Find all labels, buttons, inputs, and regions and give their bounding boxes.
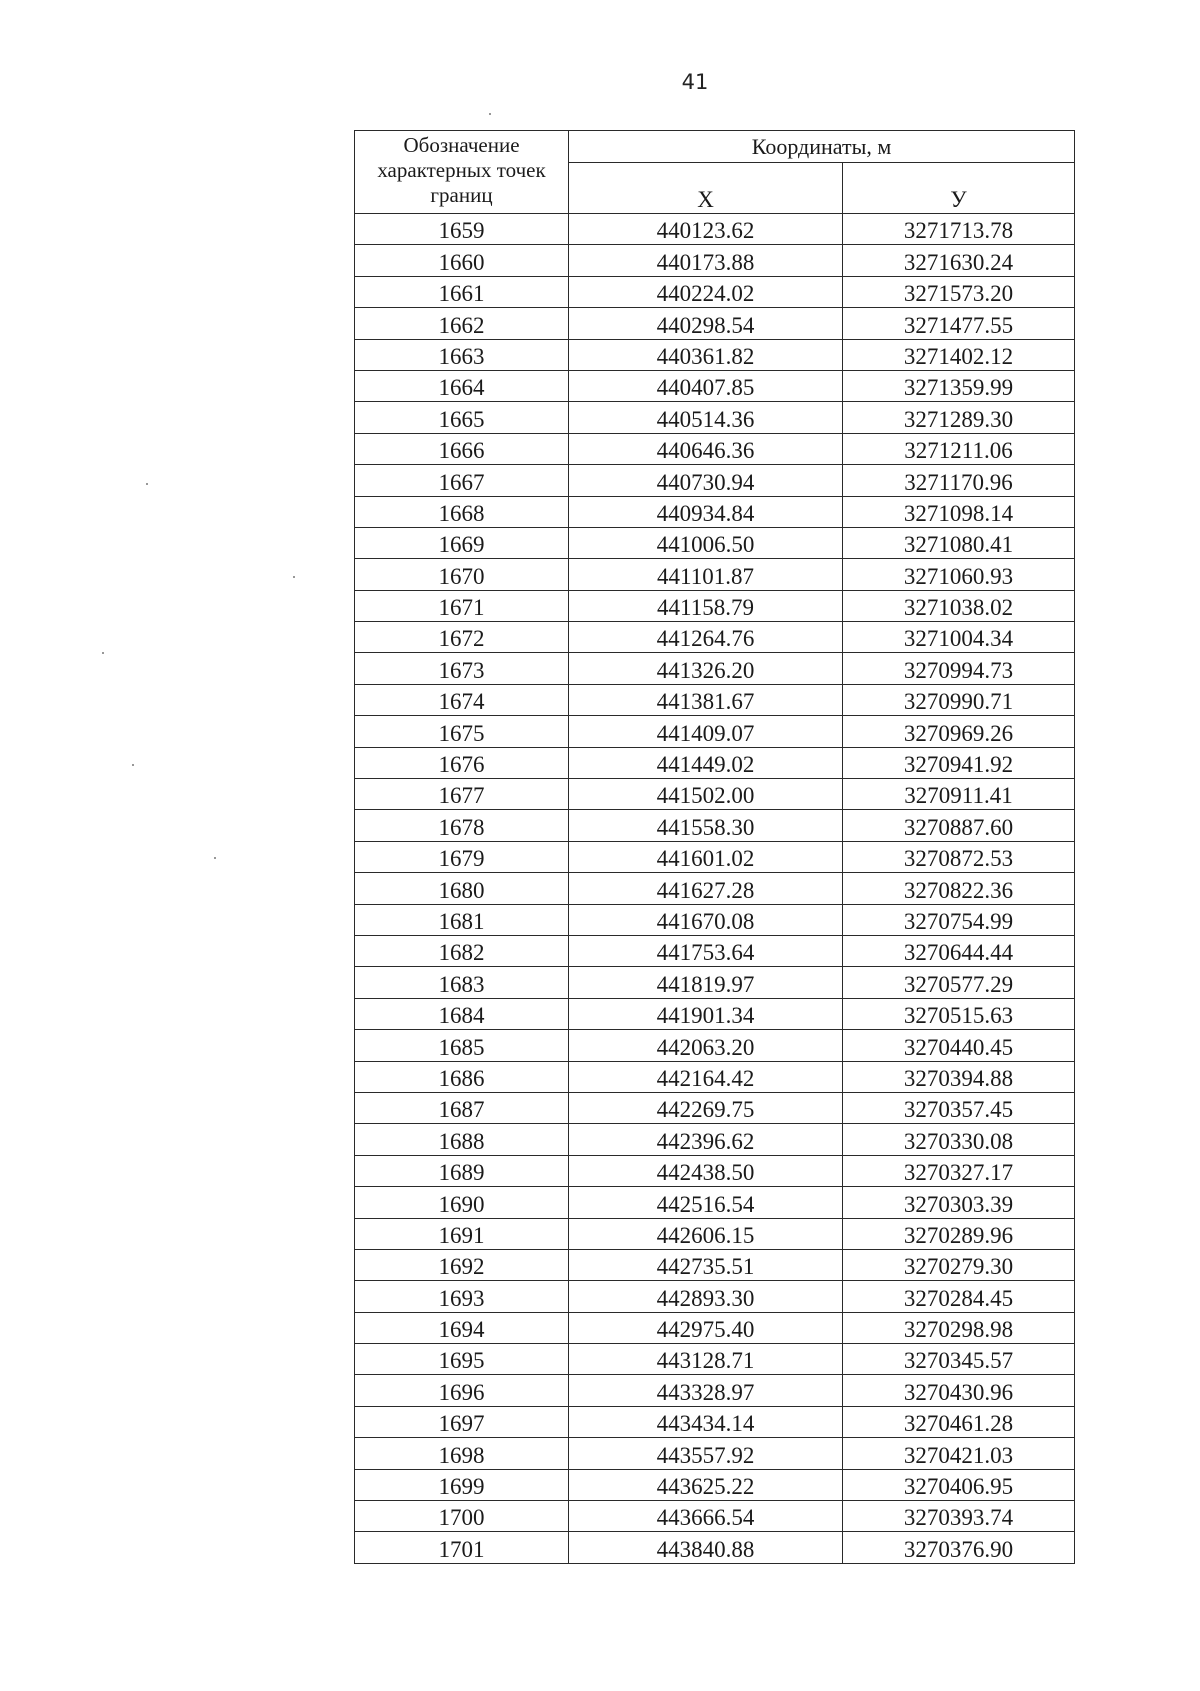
x-coordinate-cell: 442606.15 <box>569 1218 843 1249</box>
point-id-cell: 1675 <box>355 716 569 747</box>
table-row <box>355 1030 1075 1061</box>
y-coordinate-cell: 3270289.96 <box>843 1218 1075 1249</box>
y-coordinate-cell: 3270754.99 <box>843 904 1075 935</box>
x-coordinate-cell: 440646.36 <box>569 433 843 464</box>
y-coordinate-cell: 3271573.20 <box>843 276 1075 307</box>
table-row <box>355 1155 1075 1186</box>
x-coordinate-cell: 440298.54 <box>569 308 843 339</box>
table-row <box>355 684 1075 715</box>
x-coordinate-cell: 441558.30 <box>569 810 843 841</box>
y-coordinate-cell: 3270887.60 <box>843 810 1075 841</box>
y-coordinate-cell: 3270994.73 <box>843 653 1075 684</box>
x-coordinate-cell: 443128.71 <box>569 1344 843 1375</box>
x-coordinate-cell: 441753.64 <box>569 935 843 966</box>
point-id-cell: 1683 <box>355 967 569 998</box>
table-row <box>355 1281 1075 1312</box>
y-coordinate-cell: 3271289.30 <box>843 402 1075 433</box>
point-id-cell: 1664 <box>355 370 569 401</box>
x-coordinate-cell: 443625.22 <box>569 1469 843 1500</box>
table-row <box>355 841 1075 872</box>
y-coordinate-cell: 3270345.57 <box>843 1344 1075 1375</box>
x-coordinate-cell: 442975.40 <box>569 1312 843 1343</box>
table-row <box>355 527 1075 558</box>
y-coordinate-cell: 3270822.36 <box>843 873 1075 904</box>
y-coordinate-cell: 3270393.74 <box>843 1501 1075 1532</box>
table-row <box>355 1218 1075 1249</box>
table-row <box>355 402 1075 433</box>
point-id-cell: 1677 <box>355 779 569 810</box>
scan-speck <box>293 576 295 578</box>
point-id-cell: 1689 <box>355 1155 569 1186</box>
point-id-cell: 1686 <box>355 1061 569 1092</box>
table-row <box>355 967 1075 998</box>
x-coordinate-cell: 441627.28 <box>569 873 843 904</box>
scan-speck <box>214 857 216 859</box>
y-coordinate-cell: 3270330.08 <box>843 1124 1075 1155</box>
table-row <box>355 935 1075 966</box>
table-row <box>355 716 1075 747</box>
y-coordinate-cell: 3271359.99 <box>843 370 1075 401</box>
table-row <box>355 559 1075 590</box>
y-coordinate-cell: 3270969.26 <box>843 716 1075 747</box>
x-coordinate-cell: 440934.84 <box>569 496 843 527</box>
y-coordinate-cell: 3270284.45 <box>843 1281 1075 1312</box>
point-id-cell: 1700 <box>355 1501 569 1532</box>
y-coordinate-cell: 3270406.95 <box>843 1469 1075 1500</box>
point-id-cell: 1665 <box>355 402 569 433</box>
y-coordinate-cell: 3270298.98 <box>843 1312 1075 1343</box>
point-id-cell: 1691 <box>355 1218 569 1249</box>
table-row <box>355 1092 1075 1123</box>
point-id-cell: 1671 <box>355 590 569 621</box>
y-coordinate-cell: 3271630.24 <box>843 245 1075 276</box>
header-coordinates: Координаты, м <box>569 131 1075 163</box>
point-id-cell: 1663 <box>355 339 569 370</box>
x-coordinate-cell: 441409.07 <box>569 716 843 747</box>
y-coordinate-cell: 3270941.92 <box>843 747 1075 778</box>
point-id-cell: 1659 <box>355 214 569 245</box>
point-id-cell: 1685 <box>355 1030 569 1061</box>
table-row <box>355 276 1075 307</box>
x-coordinate-cell: 442735.51 <box>569 1249 843 1280</box>
x-coordinate-cell: 440173.88 <box>569 245 843 276</box>
x-coordinate-cell: 442396.62 <box>569 1124 843 1155</box>
table-row <box>355 590 1075 621</box>
y-coordinate-cell: 3270430.96 <box>843 1375 1075 1406</box>
x-coordinate-cell: 442893.30 <box>569 1281 843 1312</box>
point-id-cell: 1673 <box>355 653 569 684</box>
table-row <box>355 496 1075 527</box>
y-coordinate-cell: 3270990.71 <box>843 684 1075 715</box>
x-coordinate-cell: 441158.79 <box>569 590 843 621</box>
point-id-cell: 1694 <box>355 1312 569 1343</box>
point-id-cell: 1660 <box>355 245 569 276</box>
x-coordinate-cell: 441101.87 <box>569 559 843 590</box>
x-coordinate-cell: 442269.75 <box>569 1092 843 1123</box>
table-row <box>355 1124 1075 1155</box>
x-coordinate-cell: 441264.76 <box>569 622 843 653</box>
point-id-cell: 1698 <box>355 1438 569 1469</box>
table-row <box>355 1532 1075 1563</box>
x-coordinate-cell: 442164.42 <box>569 1061 843 1092</box>
coordinates-table <box>354 130 1075 1564</box>
x-coordinate-cell: 441901.34 <box>569 998 843 1029</box>
x-coordinate-cell: 442516.54 <box>569 1187 843 1218</box>
y-coordinate-cell: 3270461.28 <box>843 1406 1075 1437</box>
table-row <box>355 873 1075 904</box>
y-coordinate-cell: 3270327.17 <box>843 1155 1075 1186</box>
table-row <box>355 747 1075 778</box>
table-body <box>355 214 1075 1564</box>
x-coordinate-cell: 443840.88 <box>569 1532 843 1563</box>
x-coordinate-cell: 441502.00 <box>569 779 843 810</box>
point-id-cell: 1697 <box>355 1406 569 1437</box>
y-coordinate-cell: 3270376.90 <box>843 1532 1075 1563</box>
coordinates-table-container <box>354 130 1074 1564</box>
point-id-cell: 1670 <box>355 559 569 590</box>
table-row <box>355 1187 1075 1218</box>
y-coordinate-cell: 3271477.55 <box>843 308 1075 339</box>
x-coordinate-cell: 441449.02 <box>569 747 843 778</box>
x-coordinate-cell: 440730.94 <box>569 465 843 496</box>
x-coordinate-cell: 440224.02 <box>569 276 843 307</box>
point-id-cell: 1678 <box>355 810 569 841</box>
x-coordinate-cell: 441819.97 <box>569 967 843 998</box>
x-coordinate-cell: 440514.36 <box>569 402 843 433</box>
y-coordinate-cell: 3270911.41 <box>843 779 1075 810</box>
table-row <box>355 622 1075 653</box>
y-coordinate-cell: 3271402.12 <box>843 339 1075 370</box>
x-coordinate-cell: 441381.67 <box>569 684 843 715</box>
table-header <box>355 131 1075 214</box>
x-coordinate-cell: 441326.20 <box>569 653 843 684</box>
point-id-cell: 1693 <box>355 1281 569 1312</box>
y-coordinate-cell: 3270577.29 <box>843 967 1075 998</box>
point-id-cell: 1667 <box>355 465 569 496</box>
point-id-cell: 1688 <box>355 1124 569 1155</box>
table-row <box>355 433 1075 464</box>
y-coordinate-cell: 3271004.34 <box>843 622 1075 653</box>
point-id-cell: 1695 <box>355 1344 569 1375</box>
point-id-cell: 1692 <box>355 1249 569 1280</box>
x-coordinate-cell: 442063.20 <box>569 1030 843 1061</box>
scan-speck <box>489 113 491 115</box>
point-id-cell: 1680 <box>355 873 569 904</box>
x-coordinate-cell: 443328.97 <box>569 1375 843 1406</box>
x-coordinate-cell: 443557.92 <box>569 1438 843 1469</box>
y-coordinate-cell: 3270644.44 <box>843 935 1075 966</box>
point-id-cell: 1661 <box>355 276 569 307</box>
x-coordinate-cell: 440361.82 <box>569 339 843 370</box>
table-row <box>355 810 1075 841</box>
scan-speck <box>132 764 134 766</box>
page-number: 41 <box>681 70 709 94</box>
y-coordinate-cell: 3271098.14 <box>843 496 1075 527</box>
y-coordinate-cell: 3270440.45 <box>843 1030 1075 1061</box>
point-id-cell: 1684 <box>355 998 569 1029</box>
y-coordinate-cell: 3270421.03 <box>843 1438 1075 1469</box>
table-row <box>355 653 1075 684</box>
header-x: X <box>569 163 843 214</box>
y-coordinate-cell: 3270303.39 <box>843 1187 1075 1218</box>
y-coordinate-cell: 3270394.88 <box>843 1061 1075 1092</box>
x-coordinate-cell: 442438.50 <box>569 1155 843 1186</box>
point-id-cell: 1672 <box>355 622 569 653</box>
y-coordinate-cell: 3270357.45 <box>843 1092 1075 1123</box>
table-row <box>355 1344 1075 1375</box>
table-row <box>355 1501 1075 1532</box>
table-row <box>355 1061 1075 1092</box>
y-coordinate-cell: 3271170.96 <box>843 465 1075 496</box>
scan-speck <box>146 483 148 485</box>
point-id-cell: 1669 <box>355 527 569 558</box>
table-row <box>355 1312 1075 1343</box>
x-coordinate-cell: 443434.14 <box>569 1406 843 1437</box>
table-row <box>355 370 1075 401</box>
x-coordinate-cell: 441006.50 <box>569 527 843 558</box>
header-point-designation: Обозначение характерных точек границ <box>355 131 569 214</box>
point-id-cell: 1699 <box>355 1469 569 1500</box>
table-row <box>355 1438 1075 1469</box>
point-id-cell: 1687 <box>355 1092 569 1123</box>
point-id-cell: 1696 <box>355 1375 569 1406</box>
x-coordinate-cell: 440407.85 <box>569 370 843 401</box>
point-id-cell: 1662 <box>355 308 569 339</box>
x-coordinate-cell: 443666.54 <box>569 1501 843 1532</box>
table-row <box>355 1249 1075 1280</box>
point-id-cell: 1690 <box>355 1187 569 1218</box>
y-coordinate-cell: 3271713.78 <box>843 214 1075 245</box>
y-coordinate-cell: 3270515.63 <box>843 998 1075 1029</box>
scan-speck <box>102 652 104 654</box>
table-row <box>355 1406 1075 1437</box>
point-id-cell: 1668 <box>355 496 569 527</box>
point-id-cell: 1681 <box>355 904 569 935</box>
point-id-cell: 1674 <box>355 684 569 715</box>
table-row <box>355 779 1075 810</box>
point-id-cell: 1679 <box>355 841 569 872</box>
y-coordinate-cell: 3271060.93 <box>843 559 1075 590</box>
y-coordinate-cell: 3271211.06 <box>843 433 1075 464</box>
table-row <box>355 998 1075 1029</box>
y-coordinate-cell: 3270872.53 <box>843 841 1075 872</box>
point-id-cell: 1666 <box>355 433 569 464</box>
header-y: У <box>843 163 1075 214</box>
y-coordinate-cell: 3271080.41 <box>843 527 1075 558</box>
x-coordinate-cell: 441601.02 <box>569 841 843 872</box>
table-row <box>355 904 1075 935</box>
point-id-cell: 1701 <box>355 1532 569 1563</box>
table-row <box>355 245 1075 276</box>
point-id-cell: 1682 <box>355 935 569 966</box>
point-id-cell: 1676 <box>355 747 569 778</box>
y-coordinate-cell: 3270279.30 <box>843 1249 1075 1280</box>
table-row <box>355 339 1075 370</box>
table-row <box>355 214 1075 245</box>
x-coordinate-cell: 441670.08 <box>569 904 843 935</box>
y-coordinate-cell: 3271038.02 <box>843 590 1075 621</box>
table-row <box>355 308 1075 339</box>
x-coordinate-cell: 440123.62 <box>569 214 843 245</box>
table-row <box>355 1469 1075 1500</box>
table-row <box>355 465 1075 496</box>
table-row <box>355 1375 1075 1406</box>
